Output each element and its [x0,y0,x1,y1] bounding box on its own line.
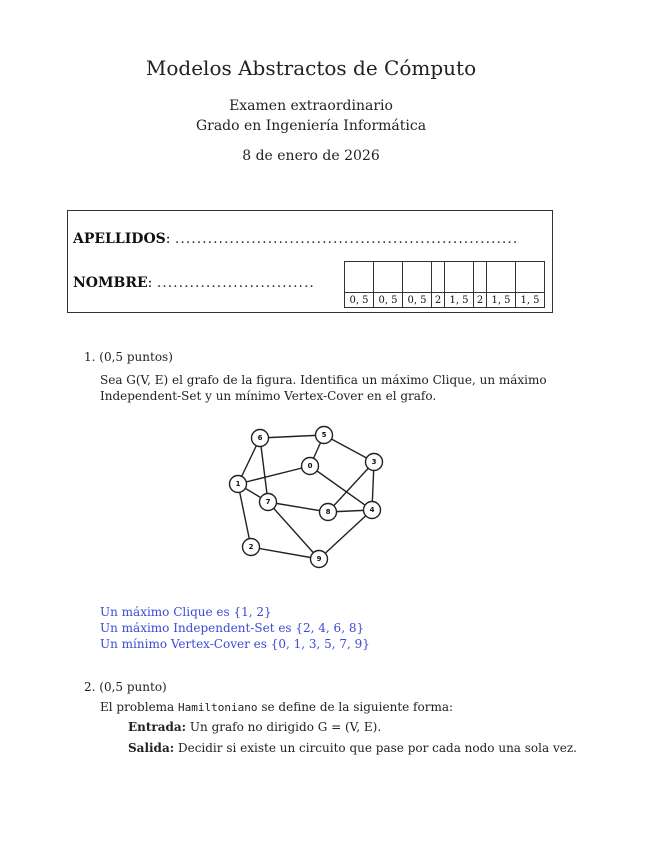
graph-node-label: 5 [321,431,327,439]
graph-node-5 [316,427,333,444]
question-2-points: (0,5 punto) [99,680,167,694]
name-colon: : [147,275,153,291]
grade-weight: 0, 5 [403,293,432,308]
exam-date: 8 de enero de 2026 [242,148,380,164]
graph-node-2 [243,539,260,556]
graph-node-4 [364,502,381,519]
grade-weight: 2 [432,293,445,308]
question-2-intro-before: El problema [100,700,179,714]
graph-node-1 [230,476,247,493]
problem-output [128,741,577,755]
graph-node-label: 8 [325,508,331,516]
problem-name: Hamiltoniano [178,701,258,714]
graph-edge-0-4 [310,466,372,510]
question-2-number: 2. [84,680,96,694]
grade-weight: 0, 5 [345,293,374,308]
surname-field[interactable]: ............................................................... [174,231,519,247]
question-2-intro [100,700,453,714]
question-2-heading [84,680,167,694]
graph-node-label: 1 [235,480,241,488]
graph-edge-6-7 [260,438,268,502]
output-label: Salida: [128,741,175,755]
grade-weight: 1, 5 [516,293,545,308]
output-text: Decidir si existe un circuito que pase por cada nodo una sola vez. [174,741,577,755]
graph-edge-1-2 [238,484,251,547]
graph-node-label: 0 [307,462,313,470]
graph-node-3 [366,454,383,471]
question-1-text: Sea G(V, E) el grafo de la figura. Identifica un máximo Clique, un máximo Independent-Set y un mínimo Vertex-Cover en el grafo. [100,373,547,403]
name-field[interactable]: ............................. [156,275,315,291]
grade-weight: 1, 5 [445,293,474,308]
name-label: NOMBRE [73,275,148,291]
graph-node-8 [320,504,337,521]
graph-node-label: 9 [316,555,322,563]
surname-label: APELLIDOS [73,231,166,247]
grade-weight: 1, 5 [487,293,516,308]
problem-input [128,720,381,734]
grade-weight: 2 [474,293,487,308]
grade-weight: 0, 5 [374,293,403,308]
graph-node-9 [311,551,328,568]
graph-nodes [230,427,383,568]
input-label: Entrada: [128,720,187,734]
input-text: Un grafo no dirigido G = (V, E). [186,720,382,734]
graph-edge-0-1 [238,466,310,484]
degree-name: Grado en Ingeniería Informática [195,118,427,134]
graph-edge-7-9 [268,502,319,559]
graph-node-label: 6 [257,434,263,442]
answer-vertex-cover: Un mínimo Vertex-Cover es {0, 1, 3, 5, 7, 9} [100,637,370,651]
graph-node-label: 7 [265,498,271,506]
graph-node-7 [260,494,277,511]
graph-edge-6-5 [260,435,324,438]
graph-node-label: 3 [371,458,377,466]
exam-type: Examen extraordinario [229,98,393,114]
answer-clique: Un máximo Clique es {1, 2} [100,605,272,619]
question-1-number: 1. [84,350,96,364]
graph-edges [235,435,374,559]
graph-edge-2-9 [251,547,319,559]
graph-node-label: 2 [248,543,254,551]
graph-node-6 [252,430,269,447]
question-1-points: (0,5 puntos) [99,350,173,364]
surname-colon: : [165,231,171,247]
question-2-intro-after: se define de la siguiente forma: [257,700,454,714]
graph-node-label: 4 [369,506,375,514]
graph-node-0 [302,458,319,475]
answer-independent-set: Un máximo Independent-Set es {2, 4, 6, 8} [100,621,365,635]
course-title: Modelos Abstractos de Cómputo [145,56,477,80]
